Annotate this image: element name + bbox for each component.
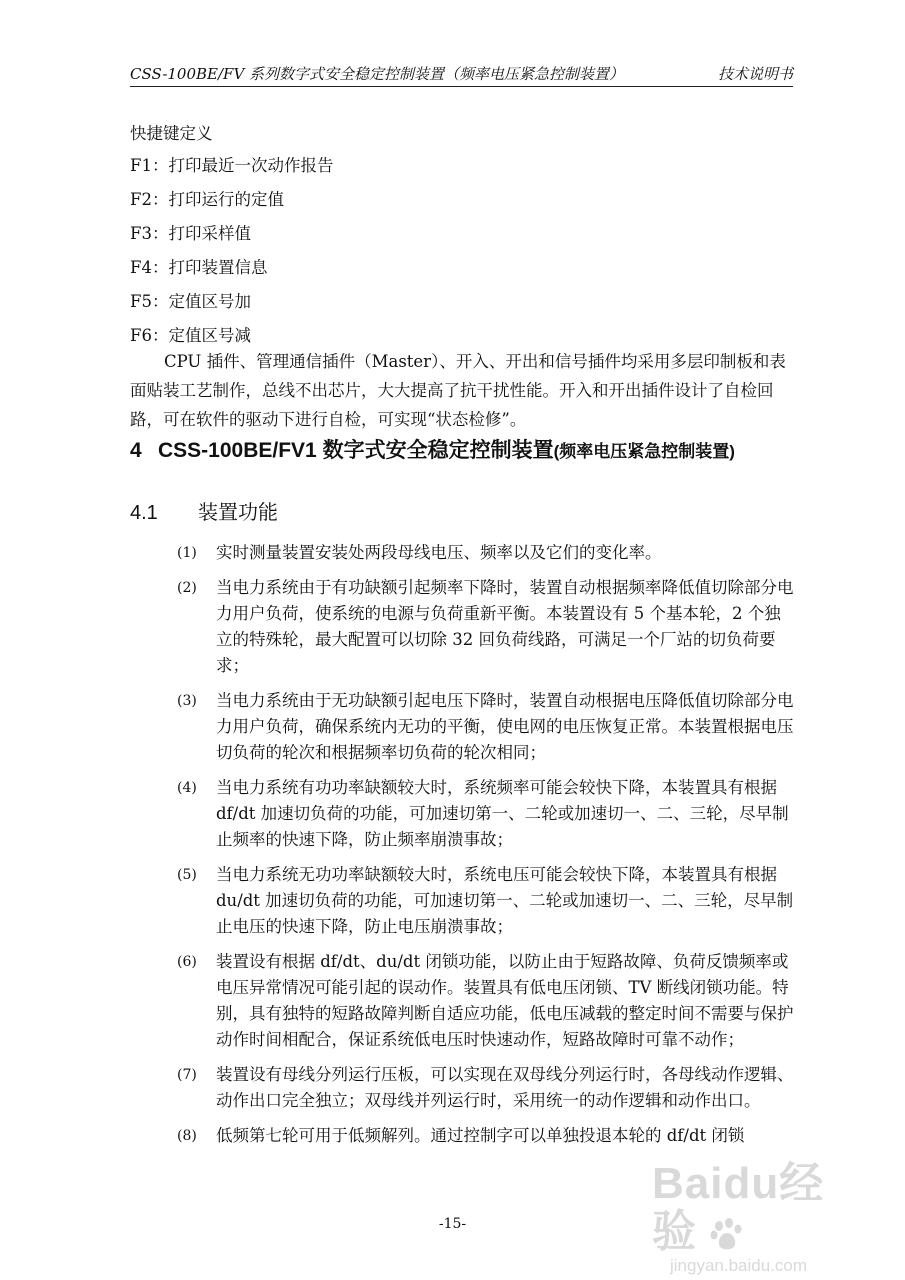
subsection-title: 装置功能 [198,502,278,524]
shortcut-definition-title: 快捷键定义 [130,124,213,143]
section-heading [130,437,810,466]
list-marker: (8) [177,1128,197,1144]
list-marker: (7) [177,1067,197,1083]
list-item: F4：打印装置信息 [130,258,268,277]
subsection-number: 4.1 [130,502,158,524]
list-item: F1：打印最近一次动作报告 [130,156,334,175]
list-item [177,575,797,679]
list-item-text: 当电力系统由于有功缺额引起频率下降时，装置自动根据频率降低值切除部分电力用户负荷，使系统的电源与负荷重新平衡。本装置设有 5 个基本轮，2 个独立的特殊轮，最大配置可以切除 32 回负荷线路，可满足一个厂站的切负荷要求； [216,578,794,675]
list-item-text: 当电力系统有功功率缺额较大时，系统频率可能会较快下降，本装置具有根据 df/dt 加速切负荷的功能，可加速切第一、二轮或加速切一、二、三轮，尽早制止频率的快速下降，防止频率崩溃事故； [216,778,789,849]
list-item-text: 实时测量装置安装处两段母线电压、频率以及它们的变化率。 [216,543,662,562]
list-marker: (1) [177,545,197,561]
page-header [130,64,793,87]
list-item [177,1123,797,1149]
list-item-text: 当电力系统由于无功缺额引起电压下降时，装置自动根据电压降低值切除部分电力用户负荷，确保系统内无功的平衡，使电网的电压恢复正常。本装置根据电压切负荷的轮次和根据频率切负荷的轮次相同； [216,691,794,762]
watermark-url: jingyan.baidu.com [670,1256,808,1275]
watermark-logo [652,1160,857,1256]
subsection-heading [130,500,278,526]
feature-list [177,540,797,1158]
list-marker: (6) [177,954,197,970]
list-item-text: 装置设有根据 df/dt、du/dt 闭锁功能，以防止由于短路故障、负荷反馈频率或电压异常情况可能引起的误动作。装置具有低电压闭锁、TV 断线闭锁功能。特别，具有独特的短路故障判断自适应功能，低电压减载的整定时间不需要与保护动作时间相配合，保证系统低电压时快速动作，短路故障时可靠不动作； [216,952,794,1049]
list-item [177,949,797,1053]
page-number: -15- [438,1216,467,1232]
section-subtitle: (频率电压紧急控制装置) [553,442,735,461]
watermark-logo-text: Baidu经验 [652,1159,825,1256]
list-item [177,1062,797,1114]
section-number: 4 [130,439,142,462]
list-item-text: 当电力系统无功功率缺额较大时，系统电压可能会较快下降，本装置具有根据 du/dt 加速切负荷的功能，可加速切第一、二轮或加速切一、二、三轮，尽早制止电压的快速下降，防止电压崩溃事故； [216,865,794,936]
list-item: F2：打印运行的定值 [130,190,284,209]
list-item-text: 装置设有母线分列运行压板，可以实现在双母线分列运行时，各母线动作逻辑、动作出口完全独立；双母线并列运行时，采用统一的动作逻辑和动作出口。 [216,1065,794,1110]
list-marker: (4) [177,780,197,796]
header-doc-type: 技术说明书 [717,65,793,83]
plugin-description-paragraph: CPU 插件、管理通信插件（Master）、开入、开出和信号插件均采用多层印制板和表面贴装工艺制作，总线不出芯片，大大提高了抗干扰性能。开入和开出插件设计了自检回路，可在软件的驱动下进行自检，可实现“状态检修”。 [130,352,786,429]
list-item: F6：定值区号减 [130,326,251,345]
list-item: F5：定值区号加 [130,292,251,311]
shortcut-list [130,155,333,359]
list-item-text: 低频第七轮可用于低频解列。通过控制字可以单独投退本轮的 df/dt 闭锁 [216,1126,745,1145]
header-title: CSS-100BE/FV 系列数字式安全稳定控制装置（频率电压紧急控制装置） [130,65,625,83]
list-marker: (2) [177,580,197,596]
section-title: CSS-100BE/FV1 数字式安全稳定控制装置 [158,439,554,462]
list-marker: (5) [177,867,197,883]
list-marker: (3) [177,693,197,709]
list-item [177,688,797,766]
list-item [177,540,797,566]
list-item [177,862,797,940]
list-item [177,775,797,853]
list-item: F3：打印采样值 [130,224,251,243]
